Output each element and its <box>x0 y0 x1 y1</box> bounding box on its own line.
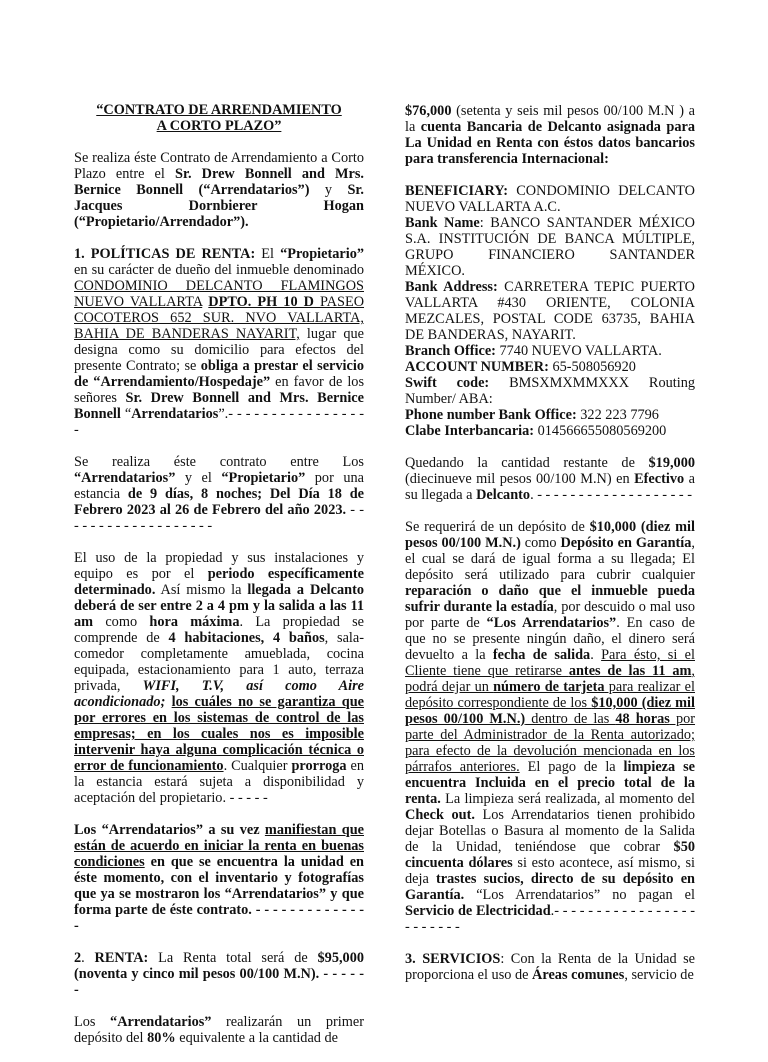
section-heading: 1. POLÍTICAS DE RENTA: <box>74 246 256 262</box>
section-1-politicas: 1. POLÍTICAS DE RENTA: El “Propietario” en su carácter de dueño del inmueble denominado CONDOMINIO DELCANTO FLAMINGOS NUEVO VALLARTA DPTO. PH 10 D PASEO COCOTEROS 652 SUR. NVO VALLARTA, BAHIA DE BANDERAS NAYARIT, lugar que designa como su domicilio para efectos del presente Contrato; se obliga a prestar el servicio de “Arrendamiento/Hospedaje” en favor de los señores Sr. Drew Bonnell and Mrs. Bernice Bonnell “Arrendatarios”.- - - - - - - - - - - - - - - - - <box>74 246 365 438</box>
right-column <box>405 103 695 999</box>
title-line-2: A CORTO PLAZO” <box>156 118 282 134</box>
document-title <box>74 102 364 134</box>
clabe-line: Clabe Interbancaria: 014566655080569200 <box>405 423 667 439</box>
first-deposit-paragraph: Los “Arrendatarios” realizarán un primer depósito del 80% equivalente a la cantidad de <box>74 1014 364 1046</box>
intro-paragraph: Se realiza éste Contrato de Arrendamiento a Corto Plazo entre el Sr. Drew Bonnell and Mrs. Bernice Bonnell (“Arrendatarios”) y Sr. Jacques Dornbierer Hogan (“Propietario/Arrendador”). <box>74 150 365 230</box>
deposit-amount-paragraph: $76,000 (setenta y seis mil pesos 00/100 M.N ) a la cuenta Bancaria de Delcanto asignada para La Unidad en Renta con éstos datos bancarios para transferencia Internacional: <box>405 103 695 167</box>
beneficiary-line: BENEFICIARY: CONDOMINIO DELCANTO NUEVO VALLARTA A.C. <box>405 183 695 215</box>
property-use-paragraph: El uso de la propiedad y sus instalaciones y equipo es por el periodo específicamente determinado. Así mismo la llegada a Delcanto deberá de ser entre 2 a 4 pm y la salida a las 11 am como hora máxima. La propiedad se comprende de 4 habitaciones, 4 baños, sala-comedor completamente amueblada, cocina equipada, estacionamiento para 1 auto, terraza privada, WIFI, T.V, así como Aire acondicionado; los cuáles no se garantiza que por errores en los sistemas de control de las empresas; en los cuales nos es imposible intervenir haya alguna complicación técnica o error de funcionamiento. Cualquier prorroga en la estancia estará sujeta a disponibilidad y aceptación del propietario. - - - - - <box>74 550 365 806</box>
account-number-line: ACCOUNT NUMBER: 65-508056920 <box>405 359 636 375</box>
bank-details <box>405 183 695 439</box>
remaining-amount-paragraph: Quedando la cantidad restante de $19,000 (diecinueve mil pesos 00/100 M.N) en Efectivo a su llegada a Delcanto. - - - - - - - - - - - - - - - - - - - <box>405 455 696 503</box>
stay-dates-paragraph: Se realiza éste contrato entre Los “Arrendatarios” y el “Propietario” por una estancia de 9 días, 8 noches; Del Día 18 de Febrero 2023 al 26 de Febrero del año 2023. - - - - - - - - - - - - - - - - - - - <box>74 454 365 534</box>
section-2-renta: 2. RENTA: La Renta total será de $95,000 (noventa y cinco mil pesos 00/100 M.N). - - - - - - <box>74 950 364 998</box>
title-line-1: “CONTRATO DE ARRENDAMIENTO <box>96 102 342 118</box>
swift-code-line: Swift code: BMSXMXMMXXX Routing Number/ ABA: <box>405 375 695 407</box>
bank-name-line: Bank Name: BANCO SANTANDER MÉXICO S.A. INSTITUCIÓN DE BANCA MÚLTIPLE, GRUPO FINANCIERO SANTANDER MÉXICO. <box>405 215 695 279</box>
phone-line: Phone number Bank Office: 322 223 7796 <box>405 407 659 423</box>
branch-office-line: Branch Office: 7740 NUEVO VALLARTA. <box>405 343 662 359</box>
left-column <box>74 102 364 1062</box>
section-3-servicios: 3. SERVICIOS: Con la Renta de la Unidad se proporciona el uso de Áreas comunes, servicio de <box>405 951 695 983</box>
condition-agreement-paragraph: Los “Arrendatarios” a su vez manifiestan que están de acuerdo en iniciar la renta en buenas condiciones en que se encuentra la unidad en éste momento, con el inventario y fotografías que ya se mostraron los “Arrendatarios” y que forma parte de éste contrato. - - - - - - - - - - - - - - <box>74 822 364 934</box>
security-deposit-paragraph: Se requerirá de un depósito de $10,000 (diez mil pesos 00/100 M.N.) como Depósito en Garantía, el cual se dará de igual forma a su llegada; El depósito será utilizado para cubrir cualquier reparación o daño que el inmueble pueda sufrir durante la estadía, por descuido o mal uso por parte de “Los Arrendatarios”. En caso de que no se presente ningún daño, el dinero será devuelto a la fecha de salida. Para ésto, si el Cliente tiene que retirarse antes de las 11 am, podrá dejar un número de tarjeta para realizar el depósito correspondiente de los $10,000 (diez mil pesos 00/100 M.N.) dentro de las 48 horas por parte del Administrador de la Renta autorizado; para efecto de la devolución mencionada en los párrafos anteriores. El pago de la limpieza se encuentra Incluida en el precio total de la renta. La limpieza será realizada, al momento del Check out. Los Arrendatarios tienen prohibido dejar Botellas o Basura al momento de la Salida de la Unidad, teniéndose que cobrar $50 cincuenta dólares si esto acontece, así mismo, si deja trastes sucios, directo de su depósito en Garantía. “Los Arrendatarios” no pagan el Servicio de Electricidad.- - - - - - - - - - - - - - - - - - - - - - - - <box>405 519 696 935</box>
bank-address-line: Bank Address: CARRETERA TEPIC PUERTO VALLARTA #430 ORIENTE, COLONIA MEZCALES, POSTAL CODE 63735, BAHIA DE BANDERAS, NAYARIT. <box>405 279 696 343</box>
